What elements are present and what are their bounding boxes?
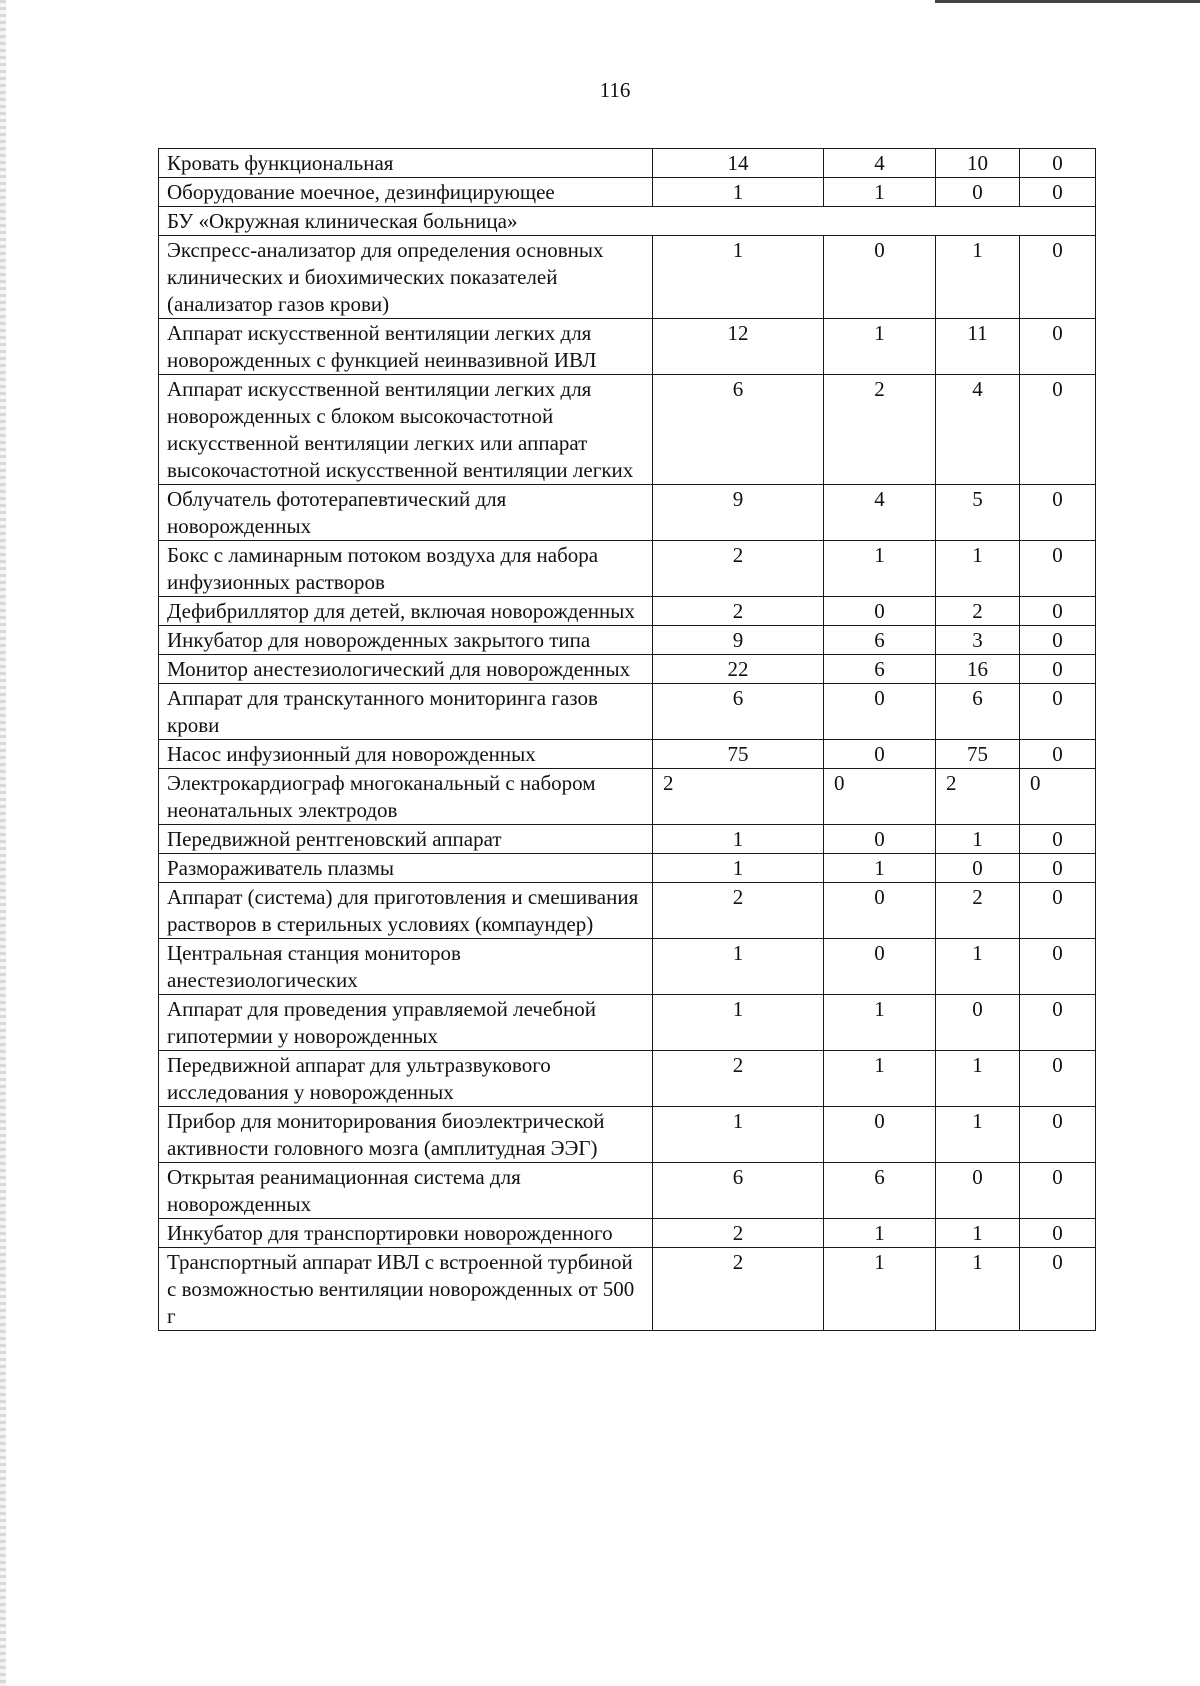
count-cell-3: 1 <box>936 1051 1020 1107</box>
count-cell-2: 1 <box>824 854 936 883</box>
equipment-name-cell: Передвижной аппарат для ультразвукового исследования у новорожденных <box>159 1051 653 1107</box>
count-cell-1: 75 <box>653 740 824 769</box>
count-cell-1: 2 <box>653 597 824 626</box>
count-cell-3: 2 <box>936 597 1020 626</box>
count-cell-3: 0 <box>936 178 1020 207</box>
equipment-name-cell: Передвижной рентгеновский аппарат <box>159 825 653 854</box>
table-row <box>159 825 1096 854</box>
count-cell-1: 6 <box>653 375 824 485</box>
count-cell-4: 0 <box>1020 854 1096 883</box>
count-cell-3: 0 <box>936 854 1020 883</box>
count-cell-2: 0 <box>824 825 936 854</box>
count-cell-3: 0 <box>936 1163 1020 1219</box>
count-cell-2: 0 <box>824 740 936 769</box>
count-cell-4: 0 <box>1020 485 1096 541</box>
count-cell-1: 9 <box>653 485 824 541</box>
count-cell-3: 3 <box>936 626 1020 655</box>
count-cell-1: 22 <box>653 655 824 684</box>
count-cell-3: 6 <box>936 684 1020 740</box>
count-cell-1: 1 <box>653 825 824 854</box>
count-cell-4: 0 <box>1020 939 1096 995</box>
count-cell-1: 1 <box>653 995 824 1051</box>
table-row <box>159 597 1096 626</box>
count-cell-4: 0 <box>1020 149 1096 178</box>
equipment-name-cell: Дефибриллятор для детей, включая новорожденных <box>159 597 653 626</box>
count-cell-3: 11 <box>936 319 1020 375</box>
table-row <box>159 375 1096 485</box>
count-cell-4: 0 <box>1020 178 1096 207</box>
table-row <box>159 684 1096 740</box>
equipment-name-cell: Инкубатор для транспортировки новорожденного <box>159 1219 653 1248</box>
count-cell-2: 2 <box>824 375 936 485</box>
count-cell-1: 1 <box>653 854 824 883</box>
equipment-name-cell: Электрокардиограф многоканальный с набором неонатальных электродов <box>159 769 653 825</box>
count-cell-3: 1 <box>936 541 1020 597</box>
count-cell-4: 0 <box>1020 825 1096 854</box>
scan-left-edge <box>0 0 6 1686</box>
equipment-name-cell: Аппарат (система) для приготовления и смешивания растворов в стерильных условиях (компаундер) <box>159 883 653 939</box>
count-cell-1: 2 <box>653 1248 824 1331</box>
equipment-name-cell: Открытая реанимационная система для новорожденных <box>159 1163 653 1219</box>
table-section <box>159 207 1096 236</box>
count-cell-1: 9 <box>653 626 824 655</box>
equipment-name-cell: Облучатель фототерапевтический для новорожденных <box>159 485 653 541</box>
equipment-name-cell: Прибор для мониторирования биоэлектрической активности головного мозга (амплитудная ЭЭГ) <box>159 1107 653 1163</box>
section-title: БУ «Окружная клиническая больница» <box>159 207 1096 236</box>
table-row <box>159 740 1096 769</box>
count-cell-3: 16 <box>936 655 1020 684</box>
count-cell-2: 6 <box>824 626 936 655</box>
table-body-main <box>159 236 1096 1331</box>
table-row <box>159 1219 1096 1248</box>
count-cell-3: 4 <box>936 375 1020 485</box>
table-row <box>159 485 1096 541</box>
table-row <box>159 178 1096 207</box>
equipment-name-cell: Монитор анестезиологический для новорожденных <box>159 655 653 684</box>
equipment-name-cell: Экспресс-анализатор для определения основных клинических и биохимических показателей (анализатор газов крови) <box>159 236 653 319</box>
table-row <box>159 1051 1096 1107</box>
equipment-name-cell: Центральная станция мониторов анестезиологических <box>159 939 653 995</box>
count-cell-4: 0 <box>1020 995 1096 1051</box>
count-cell-4: 0 <box>1020 1219 1096 1248</box>
count-cell-2: 4 <box>824 149 936 178</box>
table-row <box>159 1248 1096 1331</box>
table-row <box>159 149 1096 178</box>
equipment-name-cell: Аппарат искусственной вентиляции легких для новорожденных с блоком высокочастотной искусственной вентиляции легких или аппарат высокочастотной искусственной вентиляции легких <box>159 375 653 485</box>
table-row <box>159 236 1096 319</box>
table-row <box>159 319 1096 375</box>
table-row <box>159 883 1096 939</box>
equipment-name-cell: Кровать функциональная <box>159 149 653 178</box>
section-row <box>159 207 1096 236</box>
count-cell-2: 0 <box>824 883 936 939</box>
count-cell-3: 1 <box>936 939 1020 995</box>
count-cell-3: 0 <box>936 995 1020 1051</box>
count-cell-3: 5 <box>936 485 1020 541</box>
count-cell-1: 12 <box>653 319 824 375</box>
count-cell-1: 1 <box>653 1107 824 1163</box>
table-body-top <box>159 149 1096 207</box>
count-cell-1: 2 <box>653 1219 824 1248</box>
scan-top-rule <box>935 0 1200 3</box>
count-cell-2: 1 <box>824 541 936 597</box>
page-number: 116 <box>599 78 631 102</box>
equipment-name-cell: Размораживатель плазмы <box>159 854 653 883</box>
table-row <box>159 1107 1096 1163</box>
equipment-name-cell: Аппарат искусственной вентиляции легких для новорожденных с функцией неинвазивной ИВЛ <box>159 319 653 375</box>
count-cell-4: 0 <box>1020 883 1096 939</box>
count-cell-1: 6 <box>653 684 824 740</box>
count-cell-2: 0 <box>824 597 936 626</box>
count-cell-4: 0 <box>1020 375 1096 485</box>
count-cell-4: 0 <box>1020 597 1096 626</box>
count-cell-3: 75 <box>936 740 1020 769</box>
table-row <box>159 769 1096 825</box>
table-row <box>159 655 1096 684</box>
count-cell-4: 0 <box>1020 740 1096 769</box>
count-cell-1: 6 <box>653 1163 824 1219</box>
count-cell-2: 1 <box>824 1051 936 1107</box>
count-cell-2: 1 <box>824 1219 936 1248</box>
count-cell-1: 2 <box>653 1051 824 1107</box>
count-cell-3: 10 <box>936 149 1020 178</box>
count-cell-4: 0 <box>1020 684 1096 740</box>
count-cell-3: 2 <box>936 769 1020 825</box>
equipment-name-cell: Насос инфузионный для новорожденных <box>159 740 653 769</box>
count-cell-2: 0 <box>824 1107 936 1163</box>
count-cell-3: 1 <box>936 1219 1020 1248</box>
count-cell-1: 1 <box>653 236 824 319</box>
count-cell-4: 0 <box>1020 1051 1096 1107</box>
count-cell-2: 0 <box>824 769 936 825</box>
equipment-name-cell: Аппарат для транскутанного мониторинга газов крови <box>159 684 653 740</box>
count-cell-2: 1 <box>824 1248 936 1331</box>
equipment-table <box>158 148 1096 1331</box>
count-cell-4: 0 <box>1020 236 1096 319</box>
count-cell-3: 1 <box>936 236 1020 319</box>
table-row <box>159 541 1096 597</box>
count-cell-3: 1 <box>936 1248 1020 1331</box>
equipment-name-cell: Оборудование моечное, дезинфицирующее <box>159 178 653 207</box>
count-cell-4: 0 <box>1020 1163 1096 1219</box>
count-cell-2: 0 <box>824 939 936 995</box>
count-cell-4: 0 <box>1020 626 1096 655</box>
count-cell-1: 2 <box>653 541 824 597</box>
count-cell-2: 6 <box>824 1163 936 1219</box>
count-cell-2: 4 <box>824 485 936 541</box>
count-cell-4: 0 <box>1020 1248 1096 1331</box>
equipment-name-cell: Аппарат для проведения управляемой лечебной гипотермии у новорожденных <box>159 995 653 1051</box>
table-row <box>159 1163 1096 1219</box>
count-cell-4: 0 <box>1020 655 1096 684</box>
count-cell-1: 2 <box>653 769 824 825</box>
count-cell-2: 1 <box>824 319 936 375</box>
count-cell-3: 1 <box>936 825 1020 854</box>
count-cell-3: 1 <box>936 1107 1020 1163</box>
count-cell-1: 1 <box>653 939 824 995</box>
count-cell-1: 14 <box>653 149 824 178</box>
table-row <box>159 995 1096 1051</box>
count-cell-1: 2 <box>653 883 824 939</box>
count-cell-3: 2 <box>936 883 1020 939</box>
count-cell-2: 0 <box>824 236 936 319</box>
count-cell-4: 0 <box>1020 319 1096 375</box>
table-row <box>159 939 1096 995</box>
count-cell-2: 6 <box>824 655 936 684</box>
count-cell-2: 1 <box>824 178 936 207</box>
table-row <box>159 626 1096 655</box>
count-cell-4: 0 <box>1020 1107 1096 1163</box>
count-cell-2: 0 <box>824 684 936 740</box>
count-cell-4: 0 <box>1020 541 1096 597</box>
count-cell-4: 0 <box>1020 769 1096 825</box>
equipment-name-cell: Бокс с ламинарным потоком воздуха для набора инфузионных растворов <box>159 541 653 597</box>
equipment-name-cell: Транспортный аппарат ИВЛ с встроенной турбиной с возможностью вентиляции новорожденных от 500 г <box>159 1248 653 1331</box>
count-cell-2: 1 <box>824 995 936 1051</box>
equipment-name-cell: Инкубатор для новорожденных закрытого типа <box>159 626 653 655</box>
count-cell-1: 1 <box>653 178 824 207</box>
table-row <box>159 854 1096 883</box>
